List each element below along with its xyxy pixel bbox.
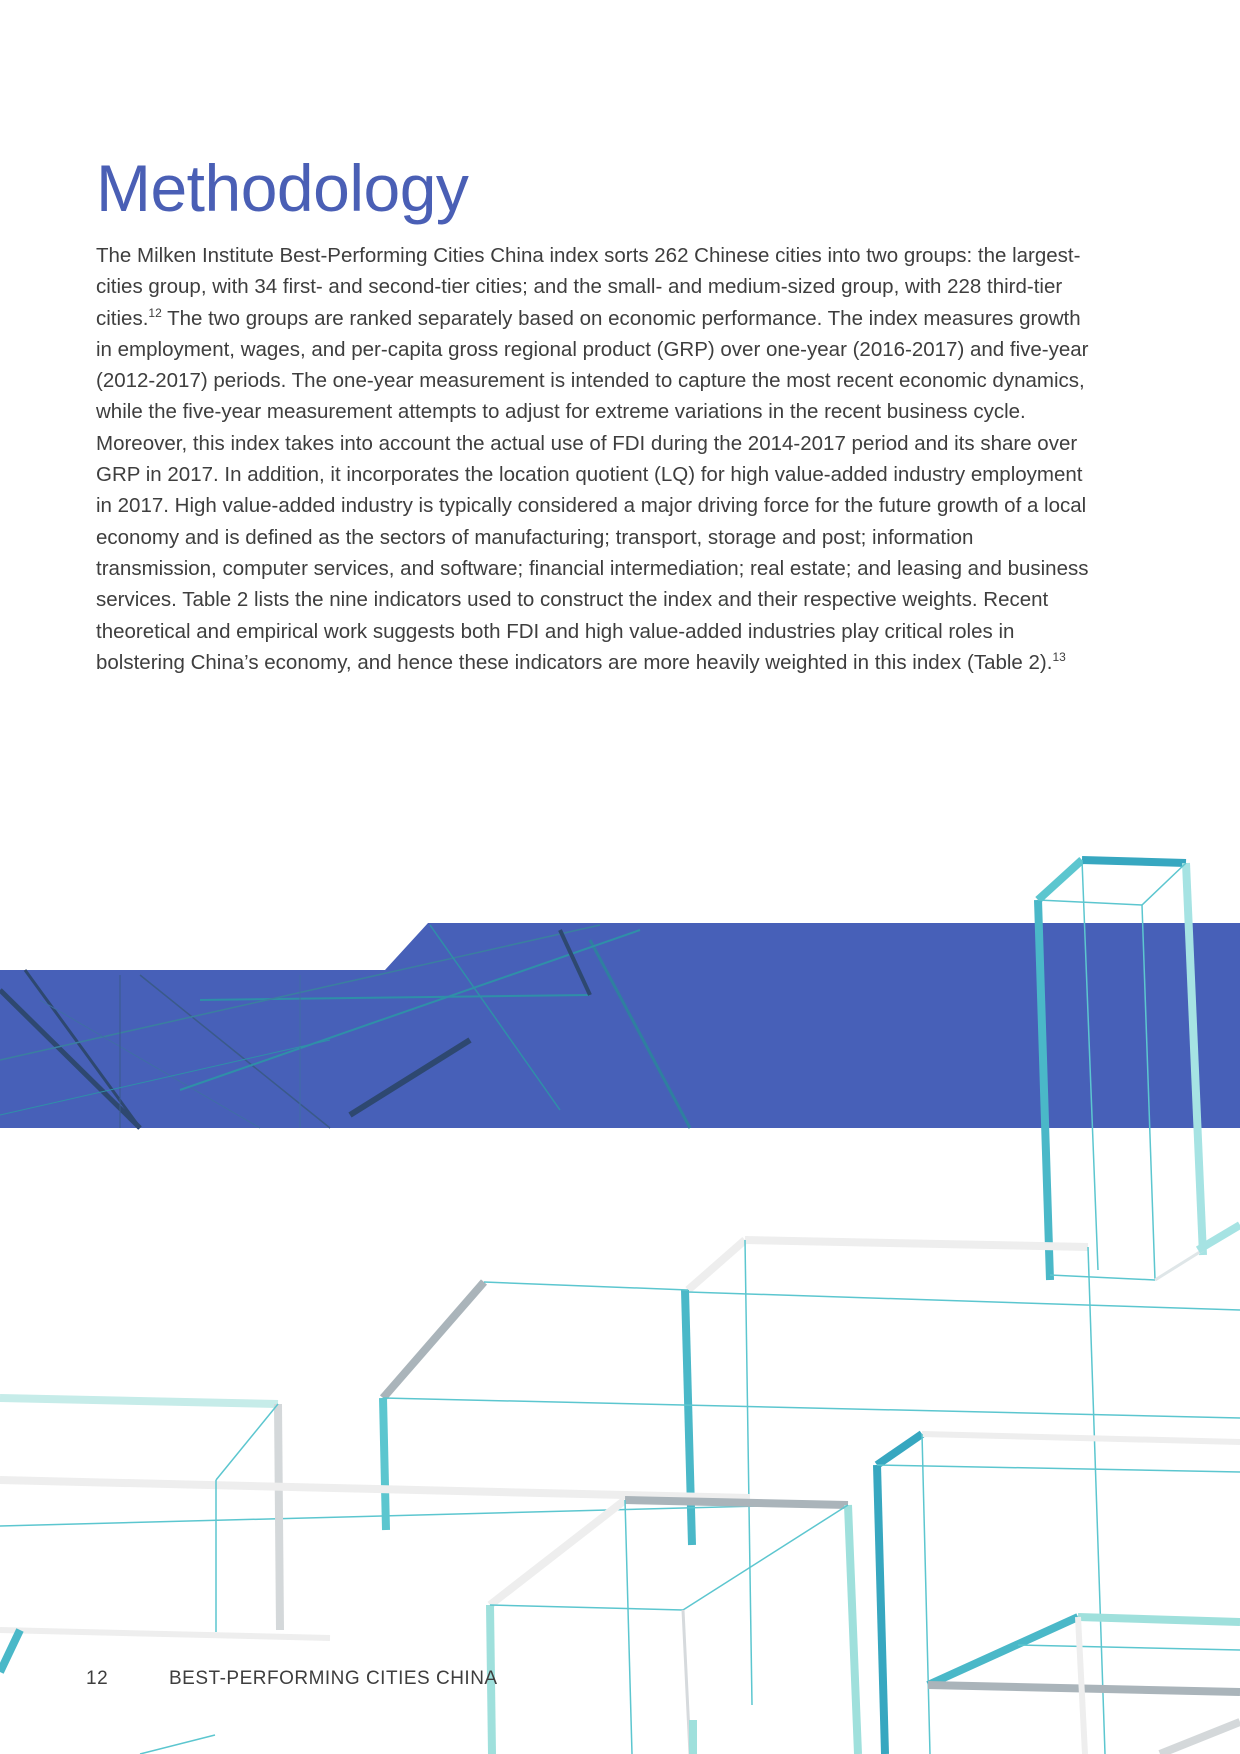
lower-center-wireframe-box bbox=[490, 1500, 858, 1754]
paragraph-text-2: The two groups are ranked separately based on economic performance. The index measures growth in employment, wages, and per-capita gross regional product (GRP) over one-year (2016-2017) and five-year (2012-2017) periods. The one-year measurement is intended to capture the most recent economic dynamics, while the five-year measurement attempts to adjust for extreme variations in the recent business cycle. Moreover, this index takes into account the actual use of FDI during the 2014-2017 period and its share over GRP in 2017. In addition, it incorporates the location quotient (LQ) for high value-added industry employment in 2017. High value-added industry is typically considered a major driving force for the future growth of a local economy and is defined as the sectors of manufacturing; transport, storage and post; information transmission, computer services, and software; financial intermediation; real estate; and leasing and business services. Table 2 lists the nine indicators used to construct the index and their respective weights. Recent theoretical and empirical work suggests both FDI and high value-added industries play critical roles in bolstering China’s economy, and hence these indicators are more heavily weighted in this index (Table 2). bbox=[96, 306, 1089, 674]
center-wireframe-box bbox=[685, 1240, 1240, 1754]
footnote-ref-12[interactable]: 12 bbox=[148, 305, 162, 320]
bottom-right-wireframe-box bbox=[877, 1434, 1240, 1754]
footnote-ref-13[interactable]: 13 bbox=[1052, 650, 1066, 665]
paragraph-text-1: The Milken Institute Best-Performing Cities China index sorts 262 Chinese cities into two groups: the largest-cities group, with 34 first- and second-tier cities; and the small- and medium-sized group, with 228 third-tier cities. bbox=[96, 244, 1081, 330]
page-number: 12 bbox=[86, 1668, 109, 1689]
blue-banner-band bbox=[0, 923, 1240, 1128]
page-title: Methodology bbox=[96, 151, 469, 225]
footer-publication-title: BEST-PERFORMING CITIES CHINA bbox=[169, 1668, 498, 1689]
left-wireframe-box bbox=[0, 1398, 750, 1754]
